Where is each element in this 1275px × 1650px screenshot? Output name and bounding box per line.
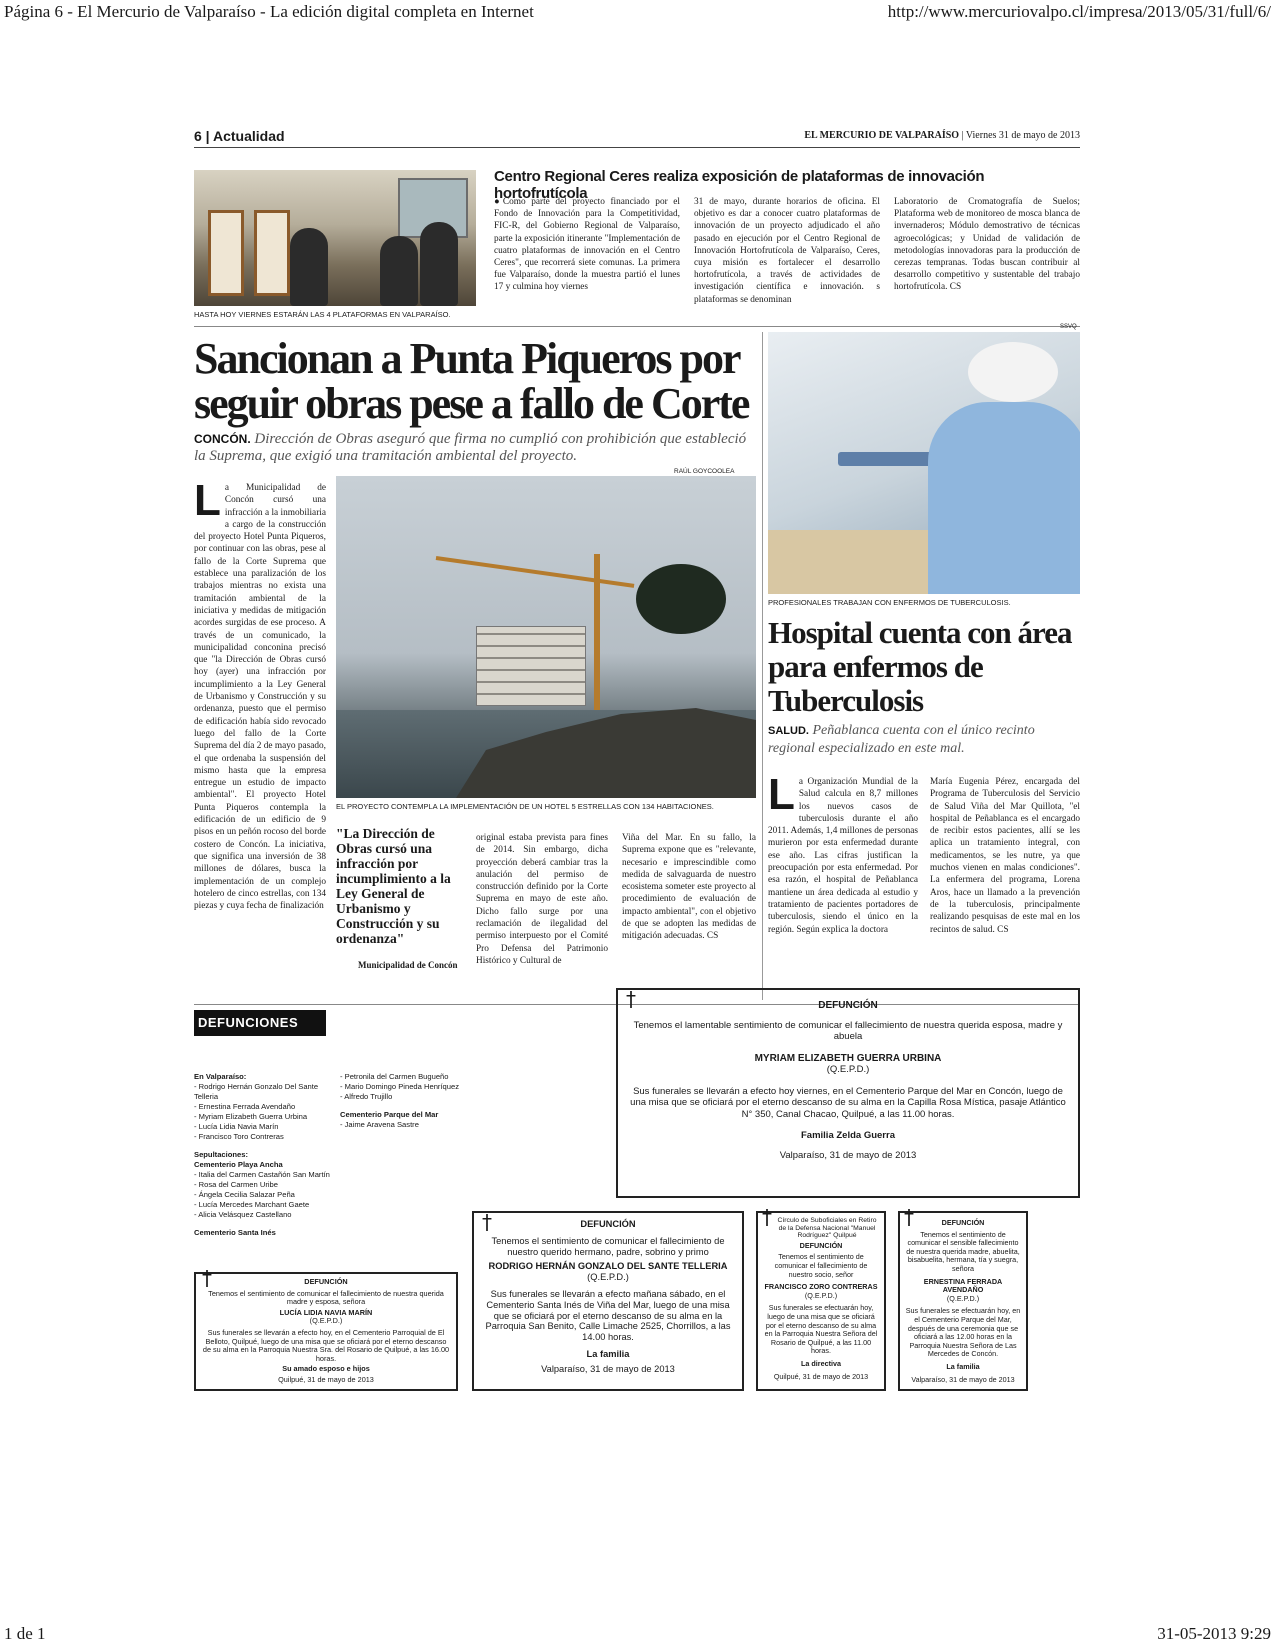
section-divider bbox=[194, 326, 1080, 327]
obituary-intro: Tenemos el lamentable sentimiento de comunicar el fallecimiento de nuestra querida esposa, madre y abuela bbox=[633, 1019, 1063, 1042]
death-list-item: - Jaime Aravena Sastre bbox=[340, 1120, 419, 1129]
print-page-url[interactable]: http://www.mercuriovalpo.cl/impresa/2013/05/31/full/6/ bbox=[887, 2, 1271, 21]
obituary-qepd: (Q.E.P.D.) bbox=[826, 1064, 870, 1075]
death-list-item bbox=[194, 1142, 330, 1150]
cross-icon: † bbox=[202, 1266, 212, 1290]
ceres-photo-caption: HASTA HOY VIERNES ESTARÁN LAS 4 PLATAFORMAS EN VALPARAÍSO. bbox=[194, 310, 451, 319]
death-list-item: - Mario Domingo Pineda Henríquez bbox=[340, 1082, 460, 1091]
death-list-item: - Rosa del Carmen Uribe bbox=[194, 1180, 278, 1189]
obituary-signature: La familia bbox=[586, 1348, 630, 1359]
obituary-title: DEFUNCIÓN bbox=[941, 1218, 985, 1227]
death-list-col-2 bbox=[340, 1072, 470, 1130]
obituary-body: Sus funerales se llevarán a efecto hoy, en el Cementerio Parroquial de El Belloto, Quilpué, luego de una misa que se oficiará por el eterno descanso de su alma en la Parroquia Nuestra Sra. del Rosario de Quilpué, a las 16.00 horas. bbox=[202, 1327, 450, 1363]
death-list-item: - Petronila del Carmen Bugueño bbox=[340, 1072, 449, 1081]
main-kicker: CONCÓN. bbox=[194, 432, 251, 446]
hospital-photo-caption: PROFESIONALES TRABAJAN CON ENFERMOS DE TUBERCULOSIS. bbox=[768, 598, 1011, 607]
main-photo-caption: EL PROYECTO CONTEMPLA LA IMPLEMENTACIÓN DE UN HOTEL 5 ESTRELLAS CON 134 HABITACIONES. bbox=[336, 802, 714, 811]
print-page-title: Página 6 - El Mercurio de Valparaíso - La edición digital completa en Internet bbox=[4, 2, 534, 21]
hospital-col-2: María Eugenia Pérez, encargada del Programa de Tuberculosis del Servicio de Salud Viña del Mar Quillota, "el hospital de Peñablanca es el encargado de recibir estos pacientes, allí se les aplica un tratamiento integral, con medicamentos, se les nutre, ya que muchos vienen en malas condiciones". La enfermera del programa, Lorena Aros, hace un llamado a la prevención de la tuberculosis, principalmente realizando pesquisas de este mal en los recintos de salud. CS bbox=[930, 777, 1080, 935]
obituary-qepd: (Q.E.P.D.) bbox=[309, 1316, 343, 1326]
obituary-signature: Familia Zelda Guerra bbox=[801, 1130, 895, 1141]
death-list-item: - Rodrigo Hernán Gonzalo Del Sante Telleria bbox=[194, 1082, 319, 1101]
death-list-item: - Italia del Carmen Castañón San Martín bbox=[194, 1170, 330, 1179]
column-rule bbox=[762, 332, 763, 1000]
death-list-heading: En Valparaíso: bbox=[194, 1072, 247, 1081]
cross-icon: † bbox=[626, 987, 636, 1011]
obituary-name: LUCÍA LIDIA NAVIA MARÍN bbox=[279, 1307, 373, 1317]
obituary-organization: Círculo de Suboficiales en Retiro de la Defensa Nacional "Manuel Rodríguez" Quilpué bbox=[777, 1217, 877, 1240]
obituary-name: FRANCISCO ZORO CONTRERAS bbox=[764, 1282, 878, 1292]
obituary-qepd: (Q.E.P.D.) bbox=[946, 1293, 980, 1303]
cross-icon: † bbox=[904, 1205, 914, 1229]
obituary-place-date: Quilpué, 31 de mayo de 2013 bbox=[773, 1371, 869, 1381]
obituary-intro: Tenemos el sentimiento de comunicar el sensible fallecimiento de nuestra querida madre, abuelita, bisabuelita, hermana, tía y suegra, señora bbox=[906, 1229, 1020, 1273]
death-list-heading: Cementerio Parque del Mar bbox=[340, 1110, 439, 1119]
ceres-col-2: 31 de mayo, durante horarios de oficina. El objetivo es dar a conocer cuatro plataformas de innovación de un proyecto adjudicado el año pasado en ejecución por el Centro Regional de Innovación Hortofrutícola de Valparaíso, Ceres, cuya misión es fortalecer el desarrollo hortofrutícola, a través de actividades de investigación científica e innovación. s plataformas se denominan bbox=[694, 197, 880, 305]
page-section: 6 | Actualidad bbox=[194, 128, 285, 144]
main-col-1 bbox=[194, 482, 326, 1002]
obituary-body: Sus funerales se llevarán a efecto hoy viernes, en el Cementerio Parque del Mar en Concón, luego de una misa que se oficiará por el eterno descanso de su alma en la Capilla Rosa Mística, pasaje Atlántico N° 350, Canal Chacao, Quilpué, a las 11.00 horas. bbox=[630, 1085, 1066, 1120]
print-datetime: 31-05-2013 9:29 bbox=[1157, 1624, 1271, 1643]
tuberculosis-lab-photo bbox=[768, 332, 1080, 594]
obituary-place-date: Valparaíso, 31 de mayo de 2013 bbox=[911, 1374, 1015, 1384]
obituary-myriam bbox=[616, 988, 1080, 1198]
paper-name: EL MERCURIO DE VALPARAÍSO bbox=[804, 130, 960, 141]
obituary-francisco bbox=[756, 1205, 886, 1391]
punta-piqueros-photo bbox=[336, 476, 756, 798]
obituary-name: MYRIAM ELIZABETH GUERRA URBINA bbox=[754, 1052, 942, 1064]
death-list-col-1 bbox=[194, 1072, 330, 1238]
death-list-item bbox=[194, 1220, 330, 1228]
obituary-title: DEFUNCIÓN bbox=[580, 1219, 636, 1229]
obituary-rodrigo bbox=[472, 1211, 744, 1391]
obituary-qepd: (Q.E.P.D.) bbox=[587, 1272, 629, 1283]
death-list-item: - Ernestina Ferrada Avendaño bbox=[194, 1102, 296, 1111]
page-folio bbox=[194, 126, 1080, 148]
ceres-headline: Centro Regional Ceres realiza exposición de plataformas de innovación hortofrutícola bbox=[494, 168, 985, 202]
death-list-item: - Alfredo Trujillo bbox=[340, 1092, 393, 1101]
obituary-intro: Tenemos el sentimiento de comunicar el fallecimiento de nuestro querido hermano, padre, sobrino y primo bbox=[491, 1235, 725, 1257]
hospital-dropcap: L bbox=[768, 776, 795, 819]
main-deck-text: Dirección de Obras aseguró que firma no cumplió con prohibición que estableció la Suprema, que exigió una tramitación ambiental del proyecto. bbox=[194, 431, 747, 464]
obituary-signature: Su amado esposo e hijos bbox=[282, 1364, 370, 1374]
main-col-3: original estaba prevista para fines de 2014. Sin embargo, dicha proyección deberá cambiar tras la anulación del permiso de construcción definido por la Corte Suprema en mayo de este año. Dicho fallo surge por una reclamación de ilegalidad del permiso interpuesto por el Comité Pro Defensa del Patrimonio Histórico y Cultural de bbox=[476, 833, 608, 966]
hospital-col-1-text: a Organización Mundial de la Salud calcula en 8,7 millones los nuevos casos de tuberculosis durante el año 2011. Además, 1,4 millones de personas murieron por esta enfermedad durante ese año. Las cifras justifican la preocupación por esta enfermedad. Por esa razón, el hospital de Peñablanca mantiene un área dedicada al estudio y tratamiento de pacientes portadores de tuberculosis, siendo el único en la región. Según explica la doctora bbox=[768, 777, 918, 935]
hospital-deck bbox=[768, 722, 1080, 757]
obituary-name: RODRIGO HERNÁN GONZALO DEL SANTE TELLERIA bbox=[488, 1261, 728, 1272]
paper-masthead bbox=[804, 130, 1080, 141]
ceres-exhibition-photo bbox=[194, 170, 476, 306]
obituary-lucia bbox=[194, 1266, 458, 1391]
obituary-place-date: Valparaíso, 31 de mayo de 2013 bbox=[541, 1363, 675, 1374]
obituary-body: Sus funerales se llevarán a efecto mañana sábado, en el Cementerio Santa Inés de Viña del Mar, luego de una misa que se oficiará por el eterno descanso de su alma en la Parroquia San Benito, Calle Limache 2525, Chorrillos, a las 14.00 horas. bbox=[485, 1288, 731, 1343]
death-list-heading: Cementerio Santa Inés bbox=[194, 1228, 276, 1237]
hospital-photo-credit: SSVQ bbox=[1060, 324, 1077, 330]
death-list-heading: Cementerio Playa Ancha bbox=[194, 1160, 283, 1169]
ceres-body bbox=[494, 196, 1080, 320]
pull-quote-attribution: Municipalidad de Concón bbox=[358, 960, 458, 970]
print-page-count: 1 de 1 bbox=[4, 1624, 46, 1643]
obituary-signature: La directiva bbox=[801, 1358, 841, 1368]
main-deck bbox=[194, 431, 754, 465]
obituary-intro: Tenemos el sentimiento de comunicar el fallecimiento de nuestra querida madre y esposa, señora bbox=[208, 1288, 444, 1307]
obituary-body: Sus funerales se efectuarán hoy, en el Cementerio Parque del Mar, después de una ceremonia que se oficiará a las 12.00 horas en la Parroquia Nuestra Señora de Las Mercedes de Concón. bbox=[905, 1306, 1021, 1359]
obituary-ernestina bbox=[898, 1205, 1028, 1391]
obituary-place-date: Valparaíso, 31 de mayo de 2013 bbox=[779, 1149, 917, 1161]
ceres-col-3: Laboratorio de Cromatografía de Suelos; Plataforma web de monitoreo de mosca blanca de invernaderos; Módulo demostrativo de técnicas agroecológicas; y Unidad de validación de metodologías innovadoras para la producción de cerezas tempranas. Todas buscan contribuir al desarrollo competitivo y sustentable del trabajo hortofrutícola. CS bbox=[894, 197, 1080, 293]
death-list-item: - Alicia Velásquez Castellano bbox=[194, 1210, 292, 1219]
obituary-intro: Tenemos el sentimiento de comunicar el fallecimiento de nuestro socio, señor bbox=[774, 1252, 868, 1279]
obituary-title: DEFUNCIÓN bbox=[818, 1000, 878, 1011]
death-list-heading: Sepultaciones: bbox=[194, 1150, 249, 1159]
main-col-4: Viña del Mar. En su fallo, la Suprema expone que es "relevante, necesario e imprescindible como medida de salvaguarda de nuestro ecosistema someter este proyecto al procedimiento de evaluación de impacto ambiental", con el objetivo de que se adopten las medidas de mitigación adecuadas. CS bbox=[622, 833, 756, 942]
main-dropcap: L bbox=[194, 482, 221, 525]
death-list-item: - Lucía Lidia Navia Marín bbox=[194, 1122, 279, 1131]
hospital-headline: Hospital cuenta con área para enfermos de Tuberculosis bbox=[768, 615, 1072, 718]
cross-icon: † bbox=[762, 1205, 772, 1229]
obituary-body: Sus funerales se efectuarán hoy, luego de una misa que se oficiará por el eterno descanso de su alma en la Parroquia Nuestra Señora del Rosario de Quilpué, a las 11.00 horas. bbox=[764, 1303, 878, 1356]
obituary-title: DEFUNCIÓN bbox=[304, 1277, 348, 1286]
hospital-deck-text: Peñablanca cuenta con el único recinto regional especializado en este mal. bbox=[768, 723, 1035, 756]
obituary-name: ERNESTINA FERRADA AVENDAÑO bbox=[923, 1276, 1003, 1295]
obituary-place-date: Quilpué, 31 de mayo de 2013 bbox=[278, 1374, 374, 1384]
death-list-item: - Lucía Mercedes Marchant Gaete bbox=[194, 1200, 310, 1209]
obituaries-title: DEFUNCIONES bbox=[194, 1010, 326, 1036]
pull-quote: "La Dirección de Obras cursó una infracción por incumplimiento a la Ley General de Urbanismo y Construcción y su ordenanza" bbox=[336, 826, 451, 946]
death-list-item bbox=[340, 1102, 470, 1110]
obituary-signature: La familia bbox=[946, 1361, 980, 1371]
death-list-item: - Ángela Cecilia Salazar Peña bbox=[194, 1190, 295, 1199]
issue-date: | Viernes 31 de mayo de 2013 bbox=[961, 130, 1080, 141]
ceres-col-1: ●Como parte del proyecto financiado por el Fondo de Innovación para la Competitividad, FIC-R, del Gobierno Regional de Valparaíso, parte la exposición itinerante "Implementación de cuatro plataformas de innovación en el Centro Ceres", que recorrerá siete comunas. La primera fue Valparaíso, donde la muestra partió el lunes 17 y culmina hoy viernes bbox=[494, 197, 680, 293]
death-list-item: - Myriam Elizabeth Guerra Urbina bbox=[194, 1112, 308, 1121]
main-col-1-text: a Municipalidad de Concón cursó una infracción a la inmobiliaria a cargo de la construcción del proyecto Hotel Punta Piqueros, por continuar con las obras, pese al fallo de la Corte Suprema que establece una paralización de los trabajos mientras no exista una tramitación ambiental de la iniciativa y medidas de mitigación acordes surgidas de ese proceso. A través de un comunicado, la municipalidad conconina precisó que "la Dirección de Obras cursó hoy (ayer) una infracción por incumplimiento a la Ley General de Urbanismo y Construcción y su ordenanza, puesto que el permiso de edificación había sido revocado luego del fallo de la Corte Suprema del día 2 de mayo pasado, el que ordenaba la suspensión del mismo hasta que la empresa entregue un estudio de impacto ambiental". El proyecto Hotel Punta Piqueros contempla la edificación de un edificio de 9 pisos en un peñón rocoso del borde costero de Concón. La iniciativa, que significa una inversión de 38 millones de dólares, busca la implementación de un complejo hotelero de cinco estrellas, con 134 piezas y cuya fecha de finalización bbox=[194, 483, 326, 912]
hospital-kicker: SALUD. bbox=[768, 725, 809, 737]
death-list-item: - Francisco Toro Contreras bbox=[194, 1132, 284, 1141]
newspaper-page bbox=[194, 126, 1080, 1466]
cross-icon: † bbox=[482, 1210, 492, 1234]
main-headline: Sancionan a Punta Piqueros por seguir obras pese a fallo de Corte bbox=[194, 334, 749, 428]
obituary-qepd: (Q.E.P.D.) bbox=[804, 1290, 838, 1300]
hospital-col-1 bbox=[768, 776, 918, 996]
obituary-title: DEFUNCIÓN bbox=[799, 1240, 843, 1250]
main-photo-credit: RAÚL GOYCOOLEA bbox=[674, 468, 735, 475]
